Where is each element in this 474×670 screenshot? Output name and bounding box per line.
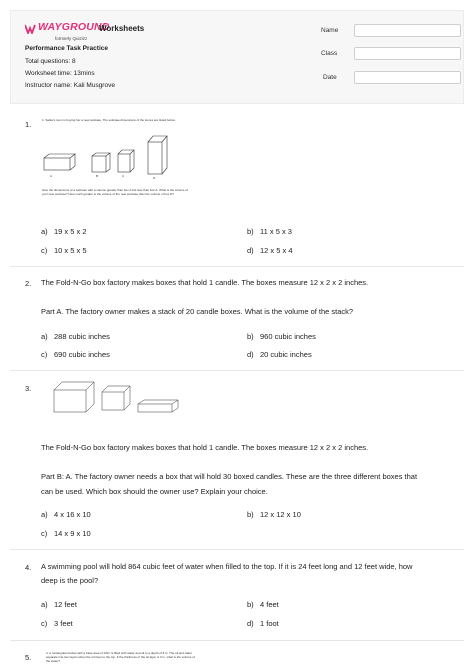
question-4-option-c[interactable]: c) 3 feet <box>41 619 73 628</box>
question-1-image-caption-top: 1. Sadie's mom is buying her a new suitcase. The suitcase dimensions of the stores are listed below. <box>42 118 176 122</box>
worksheet-title: Performance Task Practice <box>25 45 108 52</box>
question-divider <box>10 266 464 267</box>
name-label: Name <box>321 27 339 34</box>
question-4-option-a[interactable]: a) 12 feet <box>41 600 77 609</box>
box-b-label: B <box>96 174 99 178</box>
question-divider <box>10 640 464 641</box>
question-2-number: 2. <box>25 279 32 288</box>
question-1-number: 1. <box>25 120 32 129</box>
question-divider <box>10 370 464 371</box>
question-divider <box>10 549 464 550</box>
wayground-logo <box>25 21 110 45</box>
question-3-boxes-figure <box>42 378 192 420</box>
question-3-text-2a: Part B: A. The factory owner needs a box that will hold 30 boxed candles. These are the three different boxes that <box>41 472 418 481</box>
question-5-image-text: 4. A rectangular bucket with a base area of 12in² is filled with water and oil to a depth of 8 in. The oil and water separate into two layers when the oil rises to the top. If the thickness of the oil layer is 3 in, what is the volume of the water? <box>46 651 195 663</box>
question-1-image-caption-bottom: Give the dimensions of a suitcase with a volume greater than box A but less than box A. What is the volume of your new suitcase? How much greater is the volume of the new suitcase than the volume of box D? <box>42 188 188 196</box>
question-1-option-b[interactable]: b) 11 x 5 x 3 <box>247 227 292 236</box>
question-3-text-1: The Fold-N-Go box factory makes boxes that hold 1 candle. The boxes measure 12 x 2 x 2 inches. <box>41 443 369 452</box>
question-2-option-a[interactable]: a) 288 cubic inches <box>41 332 110 341</box>
worksheet-time: Worksheet time: 13mins <box>25 70 95 77</box>
instructor-name: Instructor name: Kali Musgrove <box>25 82 115 89</box>
question-1-option-d[interactable]: d) 12 x 5 x 4 <box>247 246 293 255</box>
question-3-text-2b: can be used. Which box should the owner use? Explain your choice. <box>41 487 268 496</box>
question-4-number: 4. <box>25 563 32 572</box>
worksheet-header <box>10 10 464 104</box>
date-label: Date <box>323 74 337 81</box>
class-field[interactable] <box>354 47 461 60</box>
question-2-text-1: The Fold-N-Go box factory makes boxes that hold 1 candle. The boxes measure 12 x 2 x 2 inches. <box>41 278 369 287</box>
question-1-option-c[interactable]: c) 10 x 5 x 5 <box>41 246 87 255</box>
logo-mark-icon <box>25 24 37 34</box>
question-2-option-c[interactable]: c) 690 cubic inches <box>41 350 110 359</box>
question-3-number: 3. <box>25 384 32 393</box>
class-label: Class <box>321 50 338 57</box>
question-4-text-b: deep is the pool? <box>41 576 99 585</box>
box-c-label: C <box>122 174 125 178</box>
box-d-label: D <box>153 176 156 180</box>
question-1-boxes-figure <box>40 128 190 188</box>
name-field[interactable] <box>354 24 461 37</box>
question-3-option-b[interactable]: b) 12 x 12 x 10 <box>247 510 301 519</box>
question-4-option-d[interactable]: d) 1 foot <box>247 619 279 628</box>
total-questions: Total questions: 8 <box>25 58 76 65</box>
question-4-option-b[interactable]: b) 4 feet <box>247 600 279 609</box>
logo-text: WAYGROUND <box>38 21 110 33</box>
question-4-text-a: A swimming pool will hold 864 cubic feet of water when filled to the top. If it is 24 feet long and 12 feet wide, how <box>41 562 413 571</box>
question-3-option-a[interactable]: a) 4 x 16 x 10 <box>41 510 91 519</box>
question-2-option-b[interactable]: b) 960 cubic inches <box>247 332 316 341</box>
logo-subtext: formerly Quizizz <box>55 36 88 41</box>
box-a-label: A <box>50 174 53 178</box>
question-2-option-d[interactable]: d) 20 cubic inches <box>247 350 312 359</box>
question-2-text-2: Part A. The factory owner makes a stack of 20 candle boxes. What is the volume of the stack? <box>41 307 354 316</box>
date-field[interactable] <box>354 71 461 84</box>
question-5-number: 5. <box>25 653 32 662</box>
question-3-option-c[interactable]: c) 14 x 9 x 10 <box>41 529 91 538</box>
question-1-option-a[interactable]: a) 19 x 5 x 2 <box>41 227 87 236</box>
worksheets-label: Worksheets <box>99 24 145 33</box>
